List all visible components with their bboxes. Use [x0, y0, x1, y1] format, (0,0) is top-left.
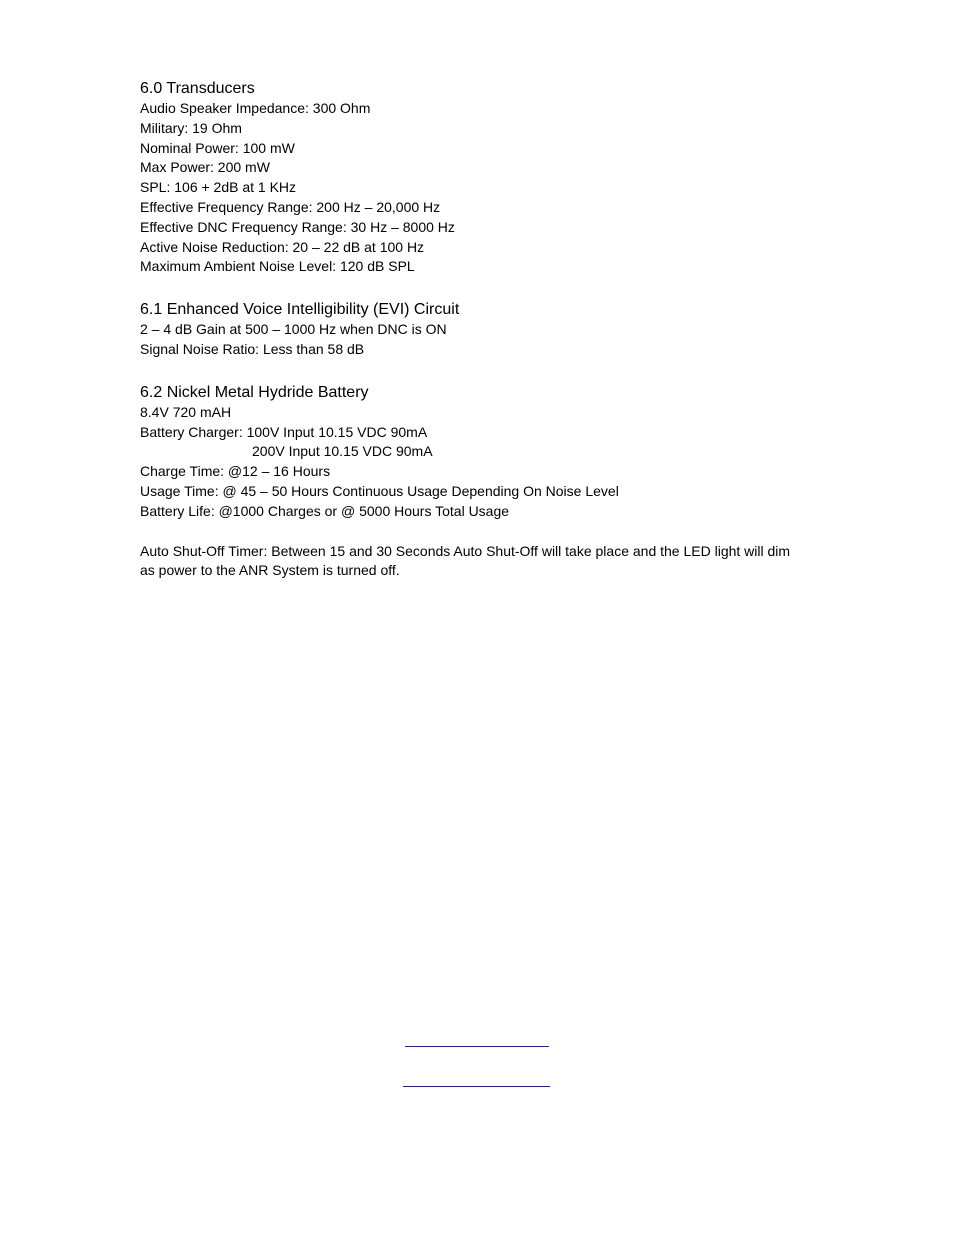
section-spacer — [140, 360, 810, 382]
spec-line: Max Power: 200 mW — [140, 159, 270, 176]
spec-line: Military: 19 Ohm — [140, 119, 242, 136]
spec-line: Effective DNC Frequency Range: 30 Hz – 8000 Hz — [140, 218, 455, 235]
spec-line: Audio Speaker Impedance: 300 Ohm — [140, 100, 371, 116]
spec-line: Effective Frequency Range: 200 Hz – 20,000 Hz — [140, 198, 441, 215]
section-transducers — [140, 78, 810, 277]
section-title: 6.0 Transducers — [140, 80, 255, 97]
section-spacer — [140, 277, 810, 299]
section-spacer — [140, 522, 810, 542]
spec-line: SPL: 106 + 2dB at 1 KHz — [140, 179, 297, 196]
signature-line — [403, 1086, 550, 1087]
auto-shutoff-paragraph: Auto Shut-Off Timer: Between 15 and 30 Seconds Auto Shut-Off will take place and the LED light will dim as power to the ANR System is turned off. — [140, 542, 791, 579]
section-title: 6.2 Nickel Metal Hydride Battery — [140, 383, 369, 401]
spec-line: Maximum Ambient Noise Level: 120 dB SPL — [140, 258, 415, 275]
spec-line: Battery Life: @1000 Charges or @ 5000 Hours Total Usage — [140, 502, 510, 519]
spec-line: 8.4V 720 mAH — [140, 403, 232, 420]
spec-line: Battery Charger: 100V Input 10.15 VDC 90mA — [140, 423, 428, 440]
spec-line: 2 – 4 dB Gain at 500 – 1000 Hz when DNC is ON — [140, 321, 447, 338]
document-body — [140, 78, 810, 581]
signature-line — [405, 1046, 549, 1047]
spec-line: Usage Time: @ 45 – 50 Hours Continuous Usage Depending On Noise Level — [140, 482, 619, 499]
spec-line: Active Noise Reduction: 20 – 22 dB at 100 Hz — [140, 238, 425, 255]
section-evi-circuit — [140, 299, 810, 360]
section-title: 6.1 Enhanced Voice Intelligibility (EVI) Circuit — [140, 301, 460, 319]
spec-line: 200V Input 10.15 VDC 90mA — [252, 443, 433, 460]
spec-line: Nominal Power: 100 mW — [140, 139, 295, 156]
spec-line: Charge Time: @12 – 16 Hours — [140, 463, 331, 480]
section-battery — [140, 382, 810, 522]
spec-line: Signal Noise Ratio: Less than 58 dB — [140, 340, 365, 357]
